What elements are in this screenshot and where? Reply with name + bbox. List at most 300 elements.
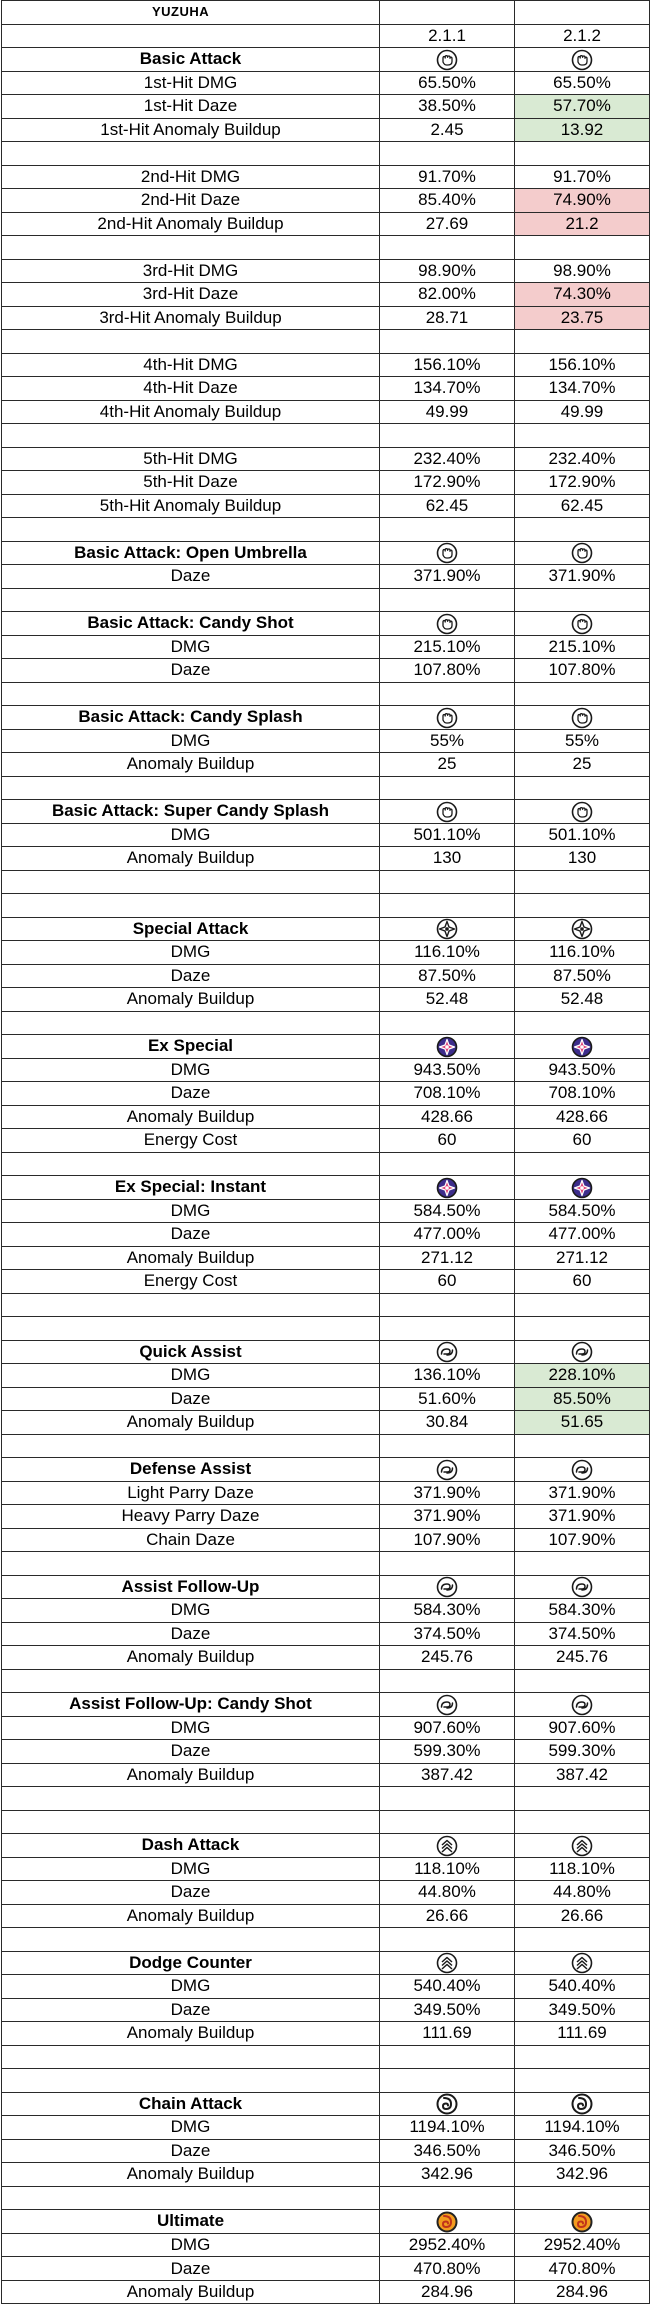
section-header-ultimate bbox=[2, 2210, 650, 2234]
table-row bbox=[2, 118, 650, 142]
value-old: 156.10% bbox=[380, 353, 515, 377]
value-new: 284.96 bbox=[515, 2280, 650, 2304]
table-row bbox=[2, 377, 650, 401]
empty-cell bbox=[515, 1552, 650, 1576]
empty-cell bbox=[380, 588, 515, 612]
empty-cell bbox=[2, 1011, 380, 1035]
empty-cell bbox=[380, 2069, 515, 2093]
table-row bbox=[2, 165, 650, 189]
empty-cell bbox=[515, 682, 650, 706]
empty-cell bbox=[515, 2186, 650, 2210]
ultimate-icon bbox=[571, 2211, 593, 2233]
section-header-assist-follow-up bbox=[2, 1575, 650, 1599]
empty-cell bbox=[2, 1552, 380, 1576]
table-row bbox=[2, 1223, 650, 1247]
section-icon-cell bbox=[380, 706, 515, 730]
empty-cell bbox=[2, 894, 380, 918]
title-row-empty-cell bbox=[380, 1, 515, 25]
stat-label: DMG bbox=[2, 1857, 380, 1881]
title-row-empty-cell bbox=[515, 1, 650, 25]
section-icon-cell bbox=[515, 1951, 650, 1975]
table-row bbox=[2, 1904, 650, 1928]
empty-cell bbox=[380, 1810, 515, 1834]
value-new: 25 bbox=[515, 753, 650, 777]
section-header-basic-attack-candy-splash bbox=[2, 706, 650, 730]
character-name: YUZUHA bbox=[2, 1, 380, 25]
spacer-row bbox=[2, 236, 650, 260]
value-old: 107.90% bbox=[380, 1528, 515, 1552]
value-new: 91.70% bbox=[515, 165, 650, 189]
value-new: 232.40% bbox=[515, 447, 650, 471]
empty-cell bbox=[380, 1552, 515, 1576]
section-icon-cell bbox=[380, 2092, 515, 2116]
empty-cell bbox=[515, 1011, 650, 1035]
empty-cell bbox=[2, 1928, 380, 1952]
value-old: 428.66 bbox=[380, 1105, 515, 1129]
value-new: 584.50% bbox=[515, 1199, 650, 1223]
section-icon-cell bbox=[515, 541, 650, 565]
value-new: 52.48 bbox=[515, 988, 650, 1012]
table-row bbox=[2, 1246, 650, 1270]
chain-attack-icon bbox=[436, 2093, 458, 2115]
spacer-row bbox=[2, 2045, 650, 2069]
stat-label: 5th-Hit DMG bbox=[2, 447, 380, 471]
empty-cell bbox=[380, 518, 515, 542]
value-new: 2952.40% bbox=[515, 2233, 650, 2257]
section-title: Basic Attack: Super Candy Splash bbox=[2, 800, 380, 824]
section-header-dodge-counter bbox=[2, 1951, 650, 1975]
assist-icon bbox=[571, 1459, 593, 1481]
table-row bbox=[2, 1740, 650, 1764]
table-row bbox=[2, 2257, 650, 2281]
empty-cell bbox=[380, 424, 515, 448]
section-title: Dodge Counter bbox=[2, 1951, 380, 1975]
stat-label: Anomaly Buildup bbox=[2, 753, 380, 777]
table-row bbox=[2, 1599, 650, 1623]
value-old: 284.96 bbox=[380, 2280, 515, 2304]
table-row bbox=[2, 1622, 650, 1646]
value-old: 107.80% bbox=[380, 659, 515, 683]
version-header-new: 2.1.2 bbox=[515, 24, 650, 48]
ultimate-icon bbox=[436, 2211, 458, 2233]
section-icon-cell bbox=[380, 1340, 515, 1364]
stat-label: Daze bbox=[2, 1223, 380, 1247]
basic-attack-icon bbox=[436, 49, 458, 71]
stat-label: 2nd-Hit Daze bbox=[2, 189, 380, 213]
stat-label: Anomaly Buildup bbox=[2, 1904, 380, 1928]
stat-label: Anomaly Buildup bbox=[2, 1105, 380, 1129]
value-old: 55% bbox=[380, 729, 515, 753]
dodge-icon bbox=[436, 1952, 458, 1974]
value-old: 87.50% bbox=[380, 964, 515, 988]
stat-label: 5th-Hit Anomaly Buildup bbox=[2, 494, 380, 518]
section-header-ex-special bbox=[2, 1035, 650, 1059]
section-header-quick-assist bbox=[2, 1340, 650, 1364]
value-old: 907.60% bbox=[380, 1716, 515, 1740]
table-row bbox=[2, 1387, 650, 1411]
stat-label: DMG bbox=[2, 1058, 380, 1082]
empty-cell bbox=[515, 1317, 650, 1341]
table-row bbox=[2, 2116, 650, 2140]
ex-special-icon bbox=[436, 1177, 458, 1199]
basic-attack-icon bbox=[571, 49, 593, 71]
table-row bbox=[2, 2163, 650, 2187]
table-row bbox=[2, 1481, 650, 1505]
spacer-row bbox=[2, 2069, 650, 2093]
value-new: 130 bbox=[515, 847, 650, 871]
empty-cell bbox=[380, 870, 515, 894]
empty-cell bbox=[380, 1011, 515, 1035]
value-new: 65.50% bbox=[515, 71, 650, 95]
title-row bbox=[2, 1, 650, 25]
stat-label: Anomaly Buildup bbox=[2, 2280, 380, 2304]
table-row bbox=[2, 1082, 650, 1106]
empty-cell bbox=[380, 1434, 515, 1458]
empty-cell bbox=[515, 1810, 650, 1834]
stat-label: Daze bbox=[2, 1881, 380, 1905]
value-old: 584.50% bbox=[380, 1199, 515, 1223]
section-title: Basic Attack: Candy Splash bbox=[2, 706, 380, 730]
value-new: 501.10% bbox=[515, 823, 650, 847]
table-row bbox=[2, 753, 650, 777]
value-new: 60 bbox=[515, 1270, 650, 1294]
spacer-row bbox=[2, 1293, 650, 1317]
table-row bbox=[2, 1998, 650, 2022]
value-old: 26.66 bbox=[380, 1904, 515, 1928]
ex-special-icon bbox=[436, 1036, 458, 1058]
value-old: 25 bbox=[380, 753, 515, 777]
value-new: 708.10% bbox=[515, 1082, 650, 1106]
value-new: 228.10% bbox=[515, 1364, 650, 1388]
section-icon-cell bbox=[515, 917, 650, 941]
stat-label: Anomaly Buildup bbox=[2, 847, 380, 871]
stat-label: Daze bbox=[2, 659, 380, 683]
basic-attack-icon bbox=[571, 707, 593, 729]
table-row bbox=[2, 1528, 650, 1552]
section-header-basic-attack bbox=[2, 48, 650, 72]
empty-cell bbox=[515, 1669, 650, 1693]
value-new: 342.96 bbox=[515, 2163, 650, 2187]
value-new: 271.12 bbox=[515, 1246, 650, 1270]
spacer-row bbox=[2, 518, 650, 542]
spacer-row bbox=[2, 776, 650, 800]
stat-label: DMG bbox=[2, 823, 380, 847]
table-row bbox=[2, 635, 650, 659]
value-old: 116.10% bbox=[380, 941, 515, 965]
value-old: 584.30% bbox=[380, 1599, 515, 1623]
value-old: 91.70% bbox=[380, 165, 515, 189]
value-new: 21.2 bbox=[515, 212, 650, 236]
table-row bbox=[2, 729, 650, 753]
value-new: 907.60% bbox=[515, 1716, 650, 1740]
value-new: 111.69 bbox=[515, 2022, 650, 2046]
value-old: 52.48 bbox=[380, 988, 515, 1012]
table-row bbox=[2, 283, 650, 307]
section-icon-cell bbox=[515, 1458, 650, 1482]
dodge-icon bbox=[571, 1835, 593, 1857]
table-row bbox=[2, 1763, 650, 1787]
empty-cell bbox=[515, 2069, 650, 2093]
value-new: 371.90% bbox=[515, 565, 650, 589]
value-old: 118.10% bbox=[380, 1857, 515, 1881]
assist-icon bbox=[571, 1694, 593, 1716]
stat-label: Daze bbox=[2, 2257, 380, 2281]
table-row bbox=[2, 259, 650, 283]
spacer-row bbox=[2, 1669, 650, 1693]
empty-cell bbox=[2, 682, 380, 706]
spacer-row bbox=[2, 1011, 650, 1035]
stat-label: Anomaly Buildup bbox=[2, 2163, 380, 2187]
table-row bbox=[2, 1975, 650, 1999]
comparison-table bbox=[1, 0, 650, 2304]
stat-label: Daze bbox=[2, 1622, 380, 1646]
value-old: 943.50% bbox=[380, 1058, 515, 1082]
value-new: 49.99 bbox=[515, 400, 650, 424]
section-icon-cell bbox=[380, 917, 515, 941]
empty-cell bbox=[380, 1787, 515, 1811]
stat-label: Daze bbox=[2, 2139, 380, 2163]
empty-cell bbox=[2, 1434, 380, 1458]
value-old: 111.69 bbox=[380, 2022, 515, 2046]
spacer-row bbox=[2, 142, 650, 166]
value-old: 599.30% bbox=[380, 1740, 515, 1764]
basic-attack-icon bbox=[436, 613, 458, 635]
basic-attack-icon bbox=[571, 542, 593, 564]
empty-cell bbox=[2, 142, 380, 166]
value-new: 87.50% bbox=[515, 964, 650, 988]
value-old: 501.10% bbox=[380, 823, 515, 847]
value-new: 74.30% bbox=[515, 283, 650, 307]
section-title: Assist Follow-Up bbox=[2, 1575, 380, 1599]
stat-label: Heavy Parry Daze bbox=[2, 1505, 380, 1529]
stat-label: 3rd-Hit Anomaly Buildup bbox=[2, 306, 380, 330]
empty-cell bbox=[515, 236, 650, 260]
value-new: 346.50% bbox=[515, 2139, 650, 2163]
ex-special-icon bbox=[571, 1177, 593, 1199]
section-icon-cell bbox=[380, 1035, 515, 1059]
empty-cell bbox=[2, 1787, 380, 1811]
value-old: 387.42 bbox=[380, 1763, 515, 1787]
value-old: 349.50% bbox=[380, 1998, 515, 2022]
empty-cell bbox=[2, 236, 380, 260]
assist-icon bbox=[571, 1341, 593, 1363]
empty-cell bbox=[515, 1434, 650, 1458]
stat-label: 2nd-Hit Anomaly Buildup bbox=[2, 212, 380, 236]
empty-cell bbox=[380, 236, 515, 260]
table-row bbox=[2, 353, 650, 377]
value-new: 371.90% bbox=[515, 1481, 650, 1505]
ex-special-icon bbox=[571, 1036, 593, 1058]
value-old: 30.84 bbox=[380, 1411, 515, 1435]
table-row bbox=[2, 2022, 650, 2046]
section-icon-cell bbox=[380, 1951, 515, 1975]
value-old: 1194.10% bbox=[380, 2116, 515, 2140]
empty-cell bbox=[2, 2069, 380, 2093]
value-new: 599.30% bbox=[515, 1740, 650, 1764]
table-row bbox=[2, 847, 650, 871]
value-new: 116.10% bbox=[515, 941, 650, 965]
value-old: 271.12 bbox=[380, 1246, 515, 1270]
section-icon-cell bbox=[515, 1575, 650, 1599]
empty-cell bbox=[515, 1787, 650, 1811]
value-old: 215.10% bbox=[380, 635, 515, 659]
value-old: 342.96 bbox=[380, 2163, 515, 2187]
dodge-icon bbox=[436, 1835, 458, 1857]
table-row bbox=[2, 823, 650, 847]
section-icon-cell bbox=[515, 800, 650, 824]
table-row bbox=[2, 1646, 650, 1670]
value-old: 172.90% bbox=[380, 471, 515, 495]
section-header-chain-attack bbox=[2, 2092, 650, 2116]
table-row bbox=[2, 471, 650, 495]
value-old: 245.76 bbox=[380, 1646, 515, 1670]
value-new: 374.50% bbox=[515, 1622, 650, 1646]
table-row bbox=[2, 1716, 650, 1740]
stat-label: Chain Daze bbox=[2, 1528, 380, 1552]
section-title: Chain Attack bbox=[2, 2092, 380, 2116]
empty-cell bbox=[2, 518, 380, 542]
value-old: 470.80% bbox=[380, 2257, 515, 2281]
empty-cell bbox=[380, 1669, 515, 1693]
stat-label: Anomaly Buildup bbox=[2, 988, 380, 1012]
empty-cell bbox=[380, 1928, 515, 1952]
section-icon-cell bbox=[515, 1340, 650, 1364]
value-new: 85.50% bbox=[515, 1387, 650, 1411]
value-new: 387.42 bbox=[515, 1763, 650, 1787]
value-new: 51.65 bbox=[515, 1411, 650, 1435]
empty-cell bbox=[2, 330, 380, 354]
special-attack-icon bbox=[436, 918, 458, 940]
table-body bbox=[2, 1, 650, 2304]
value-old: 136.10% bbox=[380, 1364, 515, 1388]
table-row bbox=[2, 400, 650, 424]
empty-cell bbox=[515, 870, 650, 894]
empty-cell bbox=[515, 588, 650, 612]
value-old: 371.90% bbox=[380, 1481, 515, 1505]
empty-cell bbox=[380, 1152, 515, 1176]
value-new: 428.66 bbox=[515, 1105, 650, 1129]
value-old: 2.45 bbox=[380, 118, 515, 142]
empty-cell bbox=[515, 330, 650, 354]
table-row bbox=[2, 659, 650, 683]
value-old: 371.90% bbox=[380, 1505, 515, 1529]
stat-label: Energy Cost bbox=[2, 1270, 380, 1294]
value-old: 708.10% bbox=[380, 1082, 515, 1106]
stat-label: Daze bbox=[2, 1082, 380, 1106]
value-old: 85.40% bbox=[380, 189, 515, 213]
value-new: 55% bbox=[515, 729, 650, 753]
empty-cell bbox=[2, 776, 380, 800]
empty-cell bbox=[515, 776, 650, 800]
value-old: 49.99 bbox=[380, 400, 515, 424]
empty-cell bbox=[515, 142, 650, 166]
section-icon-cell bbox=[380, 1693, 515, 1717]
stat-label: DMG bbox=[2, 941, 380, 965]
section-header-special-attack bbox=[2, 917, 650, 941]
value-new: 107.80% bbox=[515, 659, 650, 683]
value-new: 23.75 bbox=[515, 306, 650, 330]
version-row bbox=[2, 24, 650, 48]
table-row bbox=[2, 212, 650, 236]
empty-cell bbox=[2, 1669, 380, 1693]
empty-cell bbox=[380, 2045, 515, 2069]
chain-attack-icon bbox=[571, 2093, 593, 2115]
stat-label: 2nd-Hit DMG bbox=[2, 165, 380, 189]
table-row bbox=[2, 1857, 650, 1881]
value-new: 349.50% bbox=[515, 1998, 650, 2022]
section-icon-cell bbox=[380, 1176, 515, 1200]
stat-label: 4th-Hit Daze bbox=[2, 377, 380, 401]
value-new: 118.10% bbox=[515, 1857, 650, 1881]
value-new: 60 bbox=[515, 1129, 650, 1153]
stat-label: Anomaly Buildup bbox=[2, 1646, 380, 1670]
value-new: 74.90% bbox=[515, 189, 650, 213]
stat-label: 3rd-Hit DMG bbox=[2, 259, 380, 283]
stat-label: 5th-Hit Daze bbox=[2, 471, 380, 495]
empty-cell bbox=[2, 1317, 380, 1341]
assist-icon bbox=[436, 1576, 458, 1598]
table-row bbox=[2, 447, 650, 471]
empty-cell bbox=[515, 1928, 650, 1952]
spacer-row bbox=[2, 588, 650, 612]
value-old: 28.71 bbox=[380, 306, 515, 330]
value-old: 98.90% bbox=[380, 259, 515, 283]
basic-attack-icon bbox=[571, 801, 593, 823]
table-row bbox=[2, 565, 650, 589]
section-title: Defense Assist bbox=[2, 1458, 380, 1482]
section-title: Ex Special bbox=[2, 1035, 380, 1059]
value-new: 215.10% bbox=[515, 635, 650, 659]
empty-cell bbox=[380, 1317, 515, 1341]
spacer-row bbox=[2, 1787, 650, 1811]
stat-label: DMG bbox=[2, 2116, 380, 2140]
stat-label: Daze bbox=[2, 1740, 380, 1764]
value-old: 38.50% bbox=[380, 95, 515, 119]
empty-cell bbox=[515, 424, 650, 448]
empty-cell bbox=[380, 330, 515, 354]
version-header-old: 2.1.1 bbox=[380, 24, 515, 48]
section-header-basic-attack-super-candy-splash bbox=[2, 800, 650, 824]
table-row bbox=[2, 1105, 650, 1129]
empty-cell bbox=[515, 1293, 650, 1317]
empty-cell bbox=[2, 1152, 380, 1176]
table-row bbox=[2, 1058, 650, 1082]
stat-label: 1st-Hit Daze bbox=[2, 95, 380, 119]
table-row bbox=[2, 71, 650, 95]
spacer-row bbox=[2, 1317, 650, 1341]
value-new: 98.90% bbox=[515, 259, 650, 283]
section-icon-cell bbox=[515, 1693, 650, 1717]
table-row bbox=[2, 1411, 650, 1435]
stat-label: Daze bbox=[2, 1387, 380, 1411]
stat-label: Daze bbox=[2, 1998, 380, 2022]
stat-label: 1st-Hit DMG bbox=[2, 71, 380, 95]
table-row bbox=[2, 1505, 650, 1529]
value-old: 65.50% bbox=[380, 71, 515, 95]
section-icon-cell bbox=[515, 48, 650, 72]
assist-icon bbox=[436, 1341, 458, 1363]
empty-cell bbox=[2, 1810, 380, 1834]
section-icon-cell bbox=[515, 706, 650, 730]
value-new: 134.70% bbox=[515, 377, 650, 401]
table-row bbox=[2, 189, 650, 213]
basic-attack-icon bbox=[436, 707, 458, 729]
assist-icon bbox=[571, 1576, 593, 1598]
value-new: 44.80% bbox=[515, 1881, 650, 1905]
empty-cell bbox=[380, 142, 515, 166]
value-new: 57.70% bbox=[515, 95, 650, 119]
stat-label: DMG bbox=[2, 1199, 380, 1223]
